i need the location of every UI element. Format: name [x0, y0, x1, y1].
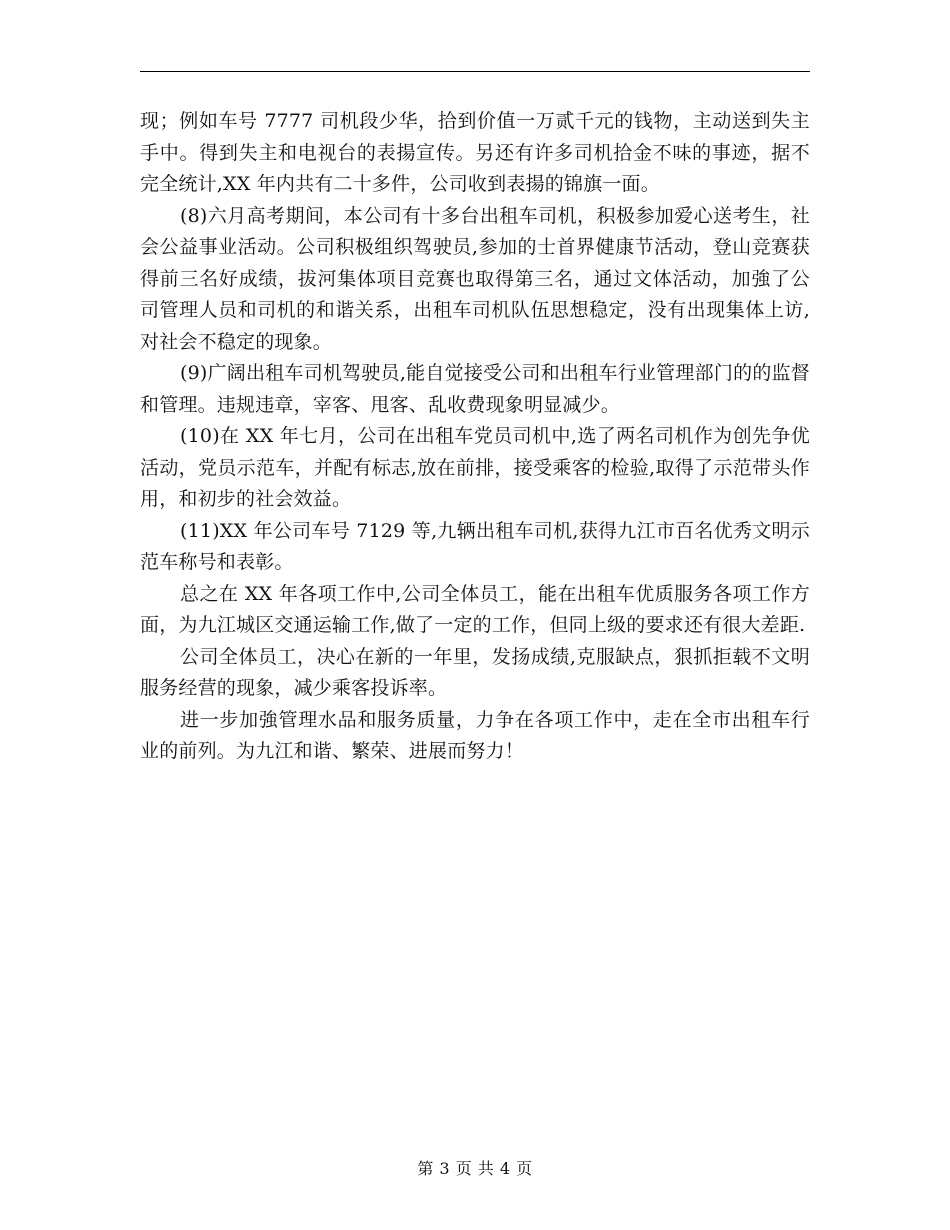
header-rule: [140, 71, 810, 72]
paragraph-3: (9)广阔出租车司机驾驶员,能自觉接受公司和出租车行业管理部门的的监督和管理。违规违章，宰客、甩客、乱收费现象明显减少。: [140, 362, 810, 416]
paragraph-8: 进一步加強管理水品和服务质量，力争在各项工作中，走在全市出租车行业的前列。为九江和谐、繁荣、进展而努力！: [140, 708, 810, 762]
paragraph-7: 公司全体员工，决心在新的一年里，发扬成绩,克服缺点，狠抓拒载不文明服务经营的现象，减少乘客投诉率。: [140, 645, 810, 699]
paragraph-2: (8)六月高考期间，本公司有十多台出租车司机，积极参加爱心送考生，社会公益事业活动。公司积极组织驾驶员,参加的士首界健康节活动，登山竞赛获得前三名好成绩，拔河集体项目竞赛也取得第三名，通过文体活动，加強了公司管理人员和司机的和谐关系，出租车司机队伍思想稳定，没有出现集体上访,对社会不稳定的现象。: [140, 204, 810, 353]
paragraph-1: 现；例如车号 7777 司机段少华，拾到价值一万贰千元的钱物，主动送到失主手中。得到失主和电视台的表揚宣传。另还有许多司机拾金不味的事迹，据不完全统计,XX 年内共有二十多件，公司收到表揚的锦旗一面。: [140, 110, 810, 195]
paragraph-6: 总之在 XX 年各项工作中,公司全体员工，能在出租车优质服务各项工作方面，为九江城区交通运输工作,做了一定的工作，但同上级的要求还有很大差距.: [140, 582, 810, 636]
page-number-footer: 第 3 页 共 4 页: [417, 1159, 533, 1178]
paragraph-4: (10)在 XX 年七月，公司在出租车党员司机中,选了两名司机作为创先争优活动，党员示范车，并配有标志,放在前排，接受乘客的检验,取得了示范带头作用，和初步的社会效益。: [140, 425, 810, 510]
paragraph-5: (11)XX 年公司车号 7129 等,九辆出租车司机,获得九江市百名优秀文明示范车称号和表彰。: [140, 519, 810, 573]
document-body: [140, 106, 810, 768]
